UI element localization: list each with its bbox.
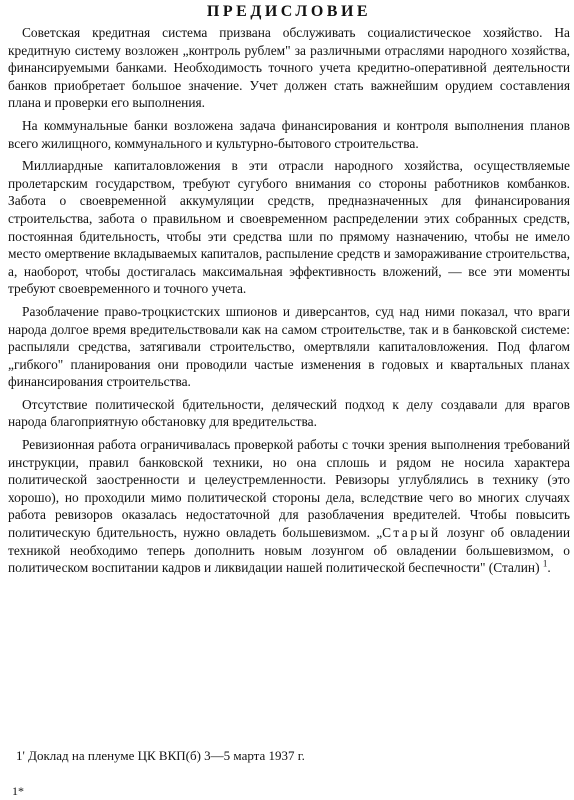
paragraph-4: Разоблачение право-троцкистских шпионов и диверсантов, суд над ними показал, что враги народа долгое время вредительствовали как на самом строительстве, так и в банковской системе: распыляли средства, затягивали строительство, омертвляли капиталовложения. Под флагом „гибкого" планирования они проводили частые изменения в годовых и квартальных планах финансирования строительства. (8, 303, 570, 390)
page-title: ПРЕДИСЛОВИЕ (206, 3, 372, 20)
paragraph-3: Миллиардные капиталовложения в эти отрасли народного хозяйства, осуществляемые пролетарским государством, требуют сугубого внимания со стороны работников комбанков. Забота о своевременной аккумуляции средств, предназначенных для финансирования строительства, забота о правильном и своевременном распределении этих собранных средств, постоянная бдительность, чтобы эти средства шли по прямому назначению, чтобы не имело место омертвение вкладываемых капиталов, распыление средств и замораживание строительства, а, наоборот, чтобы достигалась максимальная эффективность вложений, — все эти моменты требуют своевременного и точного учета. (8, 158, 570, 297)
paragraph-2: На коммунальные банки возложена задача финансирования и контроля выполнения планов всего жилищного, коммунального и культурно-бытового строительства. (8, 117, 570, 151)
paragraph-6 (8, 436, 570, 577)
emphasized-word: Старый (382, 525, 441, 541)
footnote-mark: 1 (542, 558, 548, 569)
paragraph-6-end: . (547, 560, 551, 576)
document-page (8, 0, 570, 800)
paragraph-5: Отсутствие политической бдительности, делячеcкий подход к делу создавали для врагов народа благоприятную обстановку для вредительства. (8, 396, 570, 430)
paragraph-1: Советская кредитная система призвана обслуживать социалистическое хозяйство. На кредитную систему возложен „контроль рублем" за различными отраслями народного хозяйства, финансируемыми банками. Необходимость точного учета кредитно-оперативной деятельности банков приобретает большое значение. Учет должен стать важнейшим орудием составления плана и проверки его выполнения. (8, 25, 570, 111)
paragraph-6-text: Ревизионная работа ограничивалась проверкой работы с точки зрения выполнения требований инструкции, правил банковской техники, но она сплошь и рядом не носила характера политической заостренности и целеустремленности. Ревизоры углублялись в технику (это хорошо), но проходили мимо политической стороны дела, вследствие чего во многих случаях работа ревизоров оказалась недостаточной для разоблачения вредителей. Чтобы повысить политическую бдительность, нужно овладеть большевизмом. „ (8, 437, 570, 541)
body-text (8, 24, 570, 577)
footnote: 1' Доклад на пленуме ЦК ВКП(б) 3—5 марта 1937 г. (16, 748, 305, 763)
signature-mark: 1* (12, 784, 24, 798)
quote-text: лозунг об овладении техникой необходимо теперь дополнить новым лозунгом об овладении большевизмом, о политическом воспитании кадров и ликвидации нашей политической беспечности" (Сталин) (8, 525, 570, 576)
